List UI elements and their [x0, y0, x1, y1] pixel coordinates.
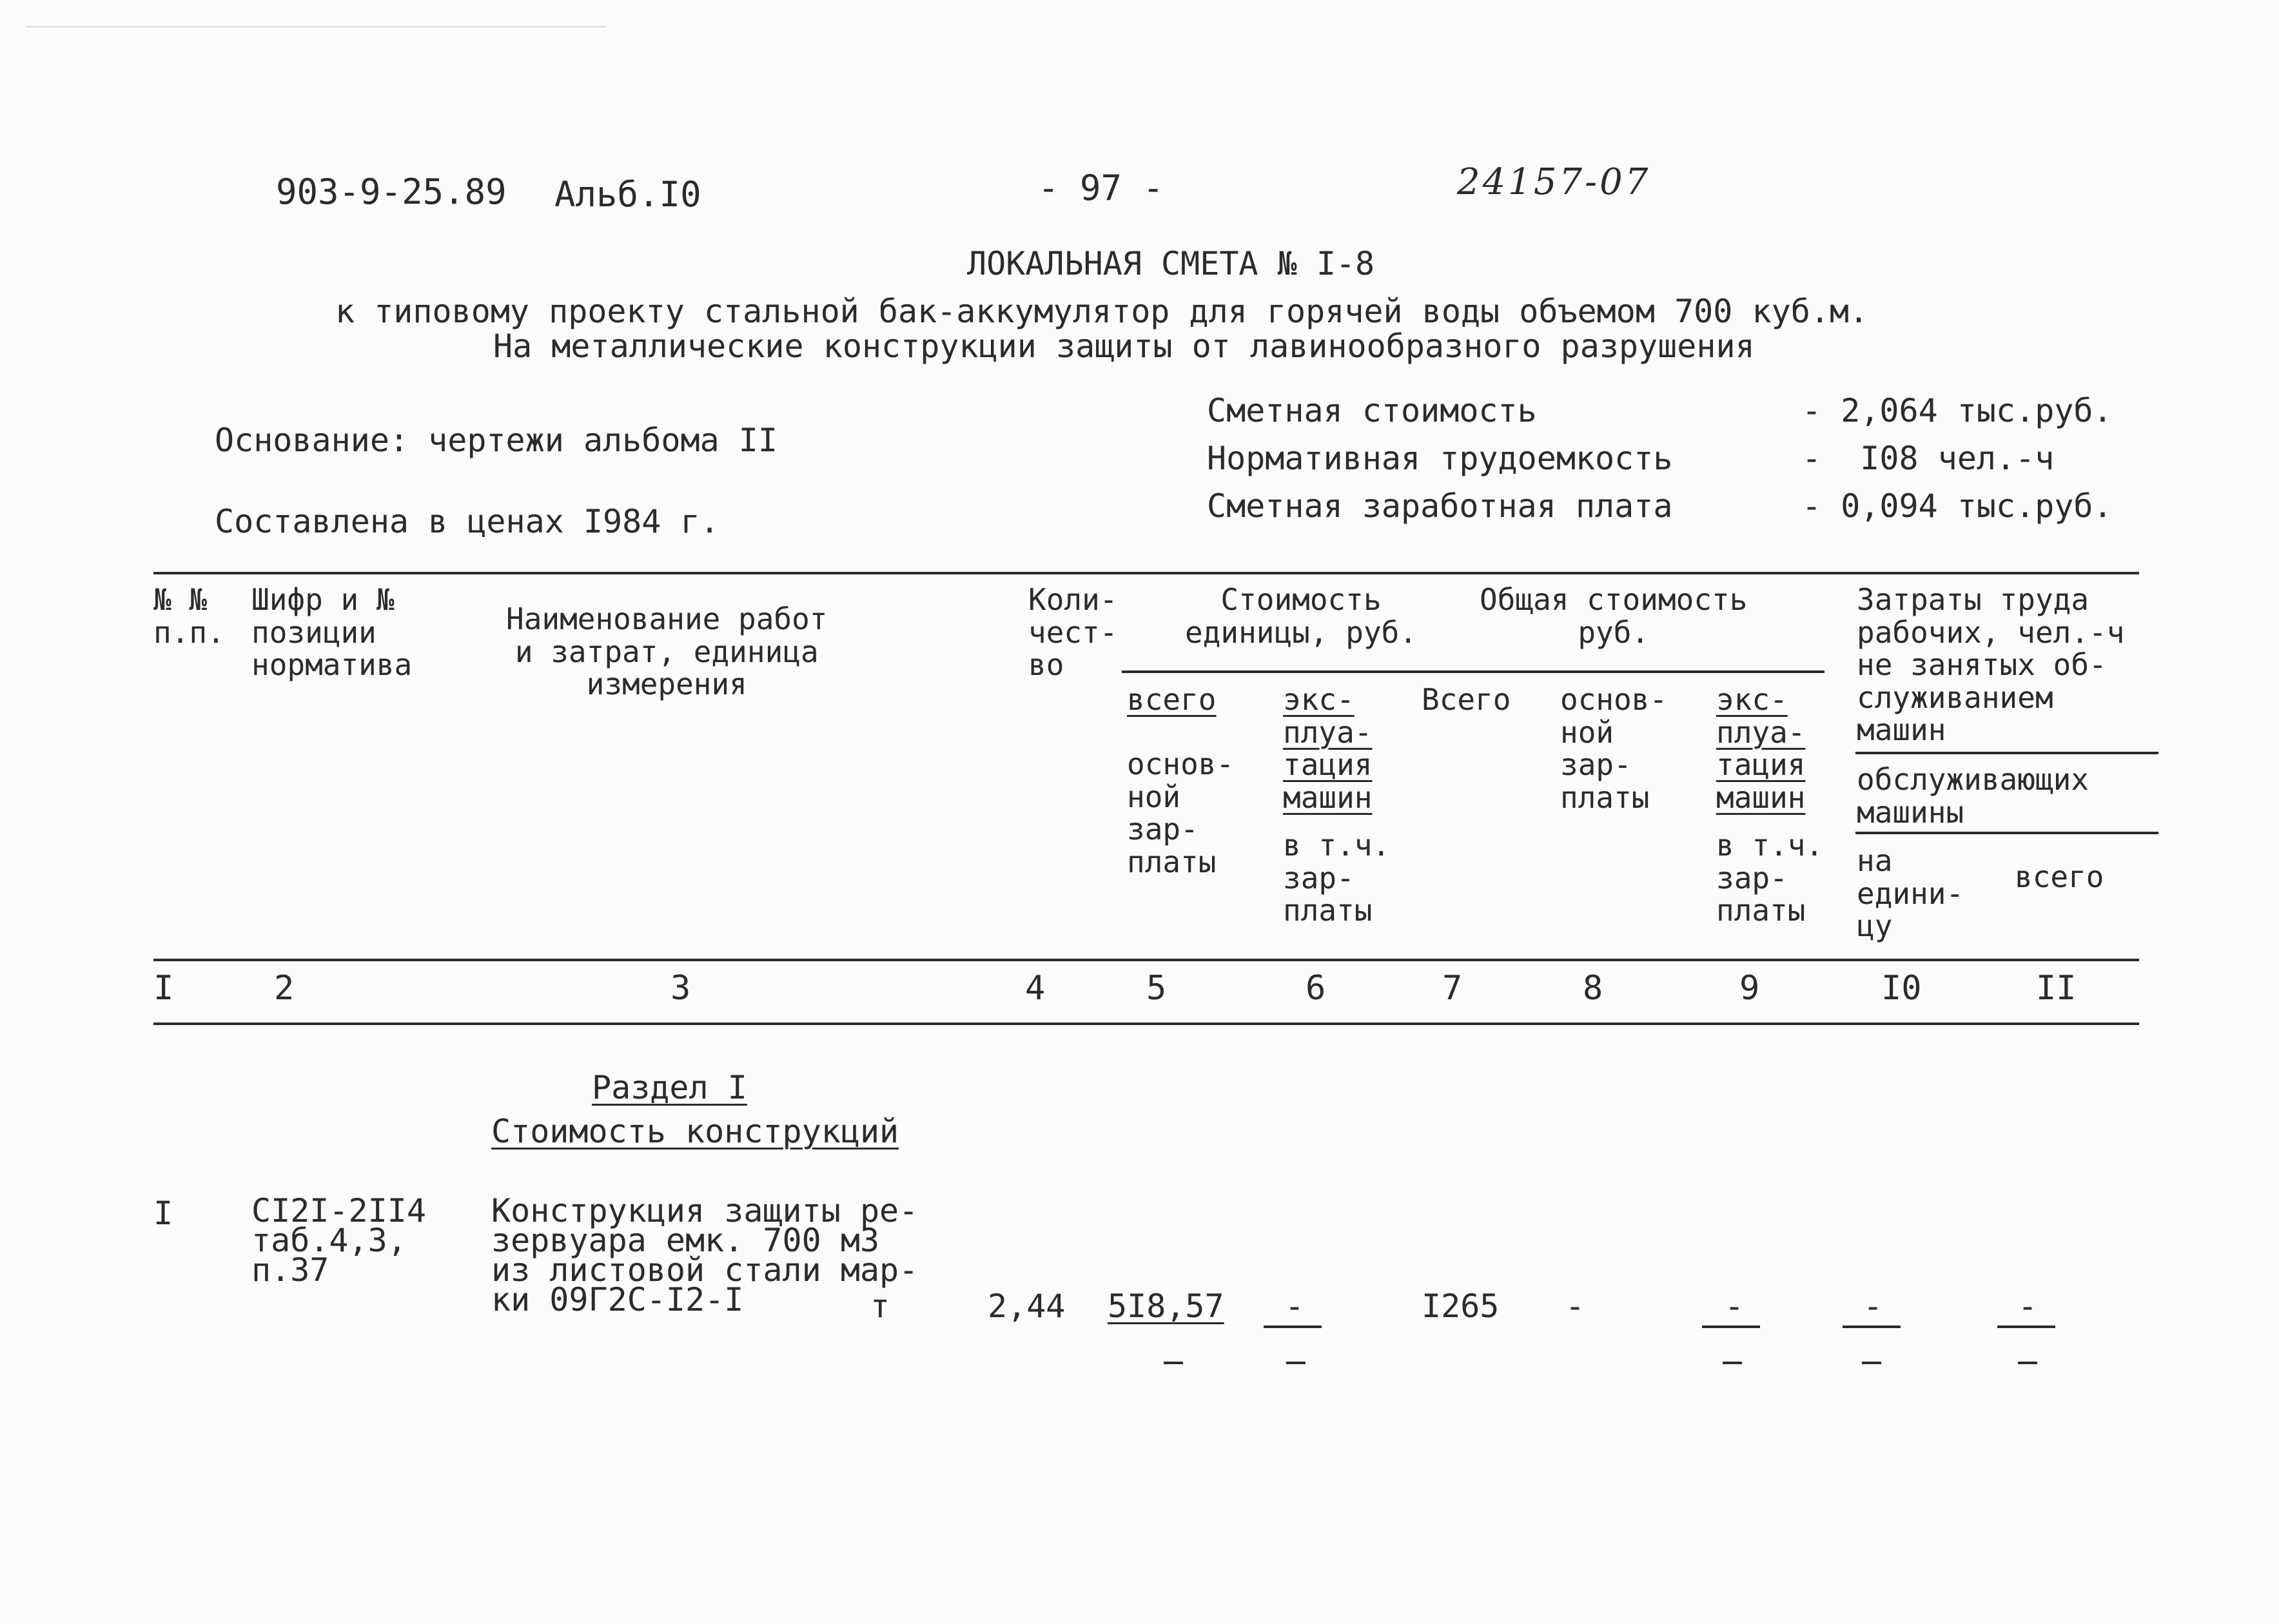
handwritten-number: 24157-07 — [1457, 161, 1651, 203]
row-total: I265 — [1422, 1287, 1500, 1325]
row-labor-total: - — [2018, 1287, 2038, 1325]
title-scope: На металлические конструкции защиты от лавинообразного разрушения — [493, 328, 1755, 365]
header-c6-bottom: в т.ч. зар- платы — [1283, 828, 1391, 928]
summary-label-labor: Нормативная трудоемкость — [1207, 440, 1673, 477]
row-name: Конструкция защиты ре- зервуара емк. 700 м3 из листовой стали мар- ки 09Г2С-I2-I — [491, 1192, 919, 1318]
column-number-10: I0 — [1881, 969, 1922, 1008]
header-c10: на едини- цу — [1857, 843, 1964, 944]
header-quantity: Коли- чест- во — [1028, 582, 1118, 683]
dash-mark — [2018, 1362, 2037, 1364]
column-number-11: II — [2036, 969, 2077, 1008]
row-number: I — [153, 1195, 173, 1232]
column-number-5: 5 — [1146, 969, 1167, 1008]
section-subtitle: Стоимость конструкций — [491, 1113, 899, 1150]
underline-mark — [1843, 1326, 1901, 1328]
summary-value-cost: - 2,064 тыс.руб. — [1802, 392, 2113, 429]
section-title: Раздел I — [592, 1069, 747, 1106]
header-total-cost: Общая стоимость руб. — [1480, 582, 1748, 650]
dash-mark — [1164, 1362, 1183, 1364]
album-label: Альб.I0 — [554, 174, 701, 215]
prices-text: Составлена в ценах I984 г. — [215, 503, 719, 540]
summary-label-wage: Сметная заработная плата — [1207, 487, 1673, 525]
column-numbers-rule — [153, 1022, 2139, 1025]
row-unit: т — [870, 1287, 890, 1325]
summary-label-cost: Сметная стоимость — [1207, 392, 1537, 429]
header-c8: основ- ной зар- платы — [1560, 682, 1668, 815]
dash-mark — [1723, 1362, 1742, 1364]
row-total-wage: - — [1565, 1287, 1585, 1325]
header-c9-top: экс- плуа- тация машин — [1716, 682, 1806, 815]
row-code: CI2I-2II4 таб.4,3, п.37 — [251, 1192, 426, 1289]
labor-subheader-rule-2 — [1855, 832, 2158, 834]
basis-text: Основание: чертежи альбома II — [215, 422, 778, 459]
labor-subheader-rule — [1855, 752, 2158, 754]
header-code: Шифр и № позиции норматива — [251, 582, 413, 683]
header-labor: Затраты труда рабочих, чел.-ч не занятых об- служиванием машин — [1857, 582, 2125, 748]
project-code: 903-9-25.89 — [276, 171, 507, 212]
header-labor-sub: обслуживающих машины — [1857, 762, 2089, 830]
header-c9-bottom: в т.ч. зар- платы — [1716, 828, 1824, 928]
document-title: ЛОКАЛЬНАЯ СМЕТА № I-8 — [967, 245, 1375, 282]
row-total-machine: - — [1725, 1287, 1745, 1325]
column-number-3: 3 — [670, 969, 691, 1008]
underline-mark — [1997, 1326, 2055, 1328]
header-c5-bottom: основ- ной зар- платы — [1127, 747, 1235, 879]
column-number-2: 2 — [274, 969, 295, 1008]
table-top-rule — [153, 572, 2139, 574]
column-number-8: 8 — [1583, 969, 1603, 1008]
row-labor-unit: - — [1863, 1287, 1883, 1325]
dash-mark — [1286, 1362, 1306, 1364]
title-subject: к типовому проекту стальной бак-аккумулятор для горячей воды объемом 700 куб.м. — [335, 293, 1869, 330]
summary-value-labor: - I08 чел.-ч — [1802, 440, 2055, 477]
header-row-number: № № п.п. — [153, 582, 225, 650]
scan-artifact-line — [26, 26, 606, 28]
summary-value-wage: - 0,094 тыс.руб. — [1802, 487, 2113, 525]
header-c11: всего — [2015, 859, 2104, 894]
header-name: Наименование работ и затрат, единица измерения — [506, 602, 828, 702]
page-number: - 97 - — [1038, 168, 1164, 208]
column-number-4: 4 — [1025, 969, 1046, 1008]
column-number-9: 9 — [1739, 969, 1760, 1008]
column-number-7: 7 — [1442, 969, 1463, 1008]
header-c6-top: экс- плуа- тация машин — [1283, 682, 1373, 815]
header-bottom-rule — [153, 959, 2139, 961]
row-unit-machine: - — [1285, 1287, 1305, 1325]
cost-subheader-rule — [1122, 670, 1824, 673]
header-c5-top: всего — [1127, 682, 1217, 717]
header-c7: Всего — [1422, 682, 1511, 717]
column-number-6: 6 — [1306, 969, 1326, 1008]
column-number-1: I — [153, 969, 174, 1008]
row-quantity: 2,44 — [988, 1287, 1066, 1325]
row-unit-total: 5I8,57 — [1108, 1287, 1224, 1325]
header-unit-cost: Стоимость единицы, руб. — [1185, 582, 1418, 650]
underline-mark — [1702, 1326, 1760, 1328]
dash-mark — [1862, 1362, 1881, 1364]
underline-mark — [1264, 1326, 1322, 1328]
